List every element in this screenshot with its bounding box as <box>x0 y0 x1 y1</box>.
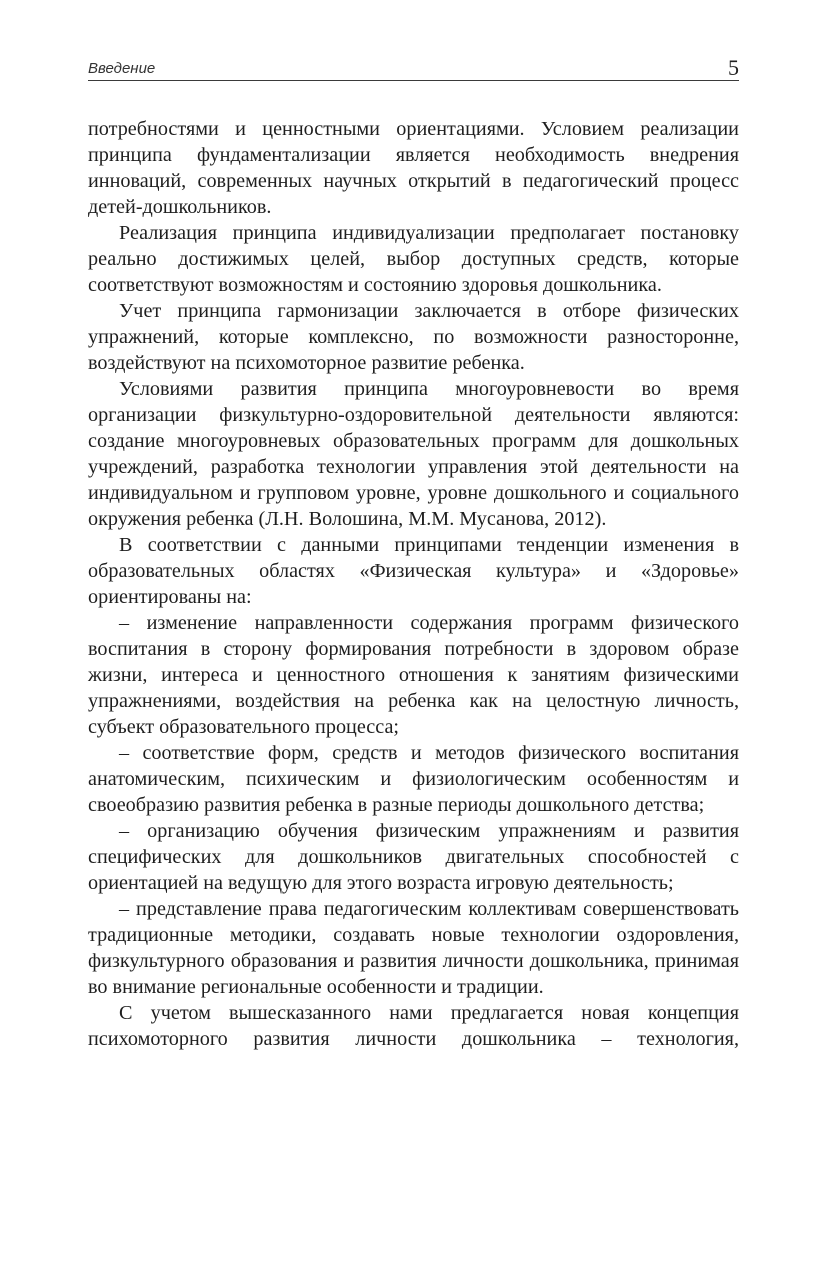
paragraph: В соответствии с данными принципами тенденции изменения в образовательных областях «Физическая культура» и «Здоровье» ориентированы на: <box>88 534 739 608</box>
running-header <box>88 54 739 81</box>
list-item: – представление права педагогическим коллективам совершенствовать традиционные методики, создавать новые технологии оздоровления, физкультурного образования и развития личности дошкольника, принимая во внимание региональные особенности и традиции. <box>88 898 739 998</box>
paragraph: Условиями развития принципа многоуровневости во время организации физкультурно-оздоровительной деятельности являются: создание многоуровневых образовательных программ для дошкольных учреждений, разработка технологии управления этой деятельности на индивидуальном и групповом уровне, уровне дошкольного и социального окружения ребенка (Л.Н. Волошина, М.М. Мусанова, 2012). <box>88 378 739 530</box>
paragraph: С учетом вышесказанного нами предлагается новая концепция психомоторного развития личности дошкольника – технология, <box>88 1002 739 1050</box>
body-text <box>88 116 739 1052</box>
list-item: – изменение направленности содержания программ физического воспитания в сторону формирования потребности в здоровом образе жизни, интереса и ценностного отношения к занятиям физическими упражнениями, воздействия на ребенка как на целостную личность, субъект образовательного процесса; <box>88 612 739 738</box>
list-item: – организацию обучения физическим упражнениям и развития специфических для дошкольников двигательных способностей с ориентацией на ведущую для этого возраста игровую деятельность; <box>88 820 739 894</box>
list-item: – соответствие форм, средств и методов физического воспитания анатомическим, психическим и физиологическим особенностям и своеобразию развития ребенка в разные периоды дошкольного детства; <box>88 742 739 816</box>
paragraph: потребностями и ценностными ориентациями. Условием реализации принципа фундаментализации является необходимость внедрения инноваций, современных научных открытий в педагогический процесс детей-дошкольников. <box>88 118 739 218</box>
section-title: Введение <box>88 60 156 77</box>
page-number: 5 <box>728 55 739 80</box>
book-page <box>88 54 739 1052</box>
paragraph: Реализация принципа индивидуализации предполагает постановку реально достижимых целей, выбор доступных средств, которые соответствуют возможностям и состоянию здоровья дошкольника. <box>88 222 739 296</box>
paragraph: Учет принципа гармонизации заключается в отборе физических упражнений, которые комплексно, по возможности разносторонне, воздействуют на психомоторное развитие ребенка. <box>88 300 739 374</box>
